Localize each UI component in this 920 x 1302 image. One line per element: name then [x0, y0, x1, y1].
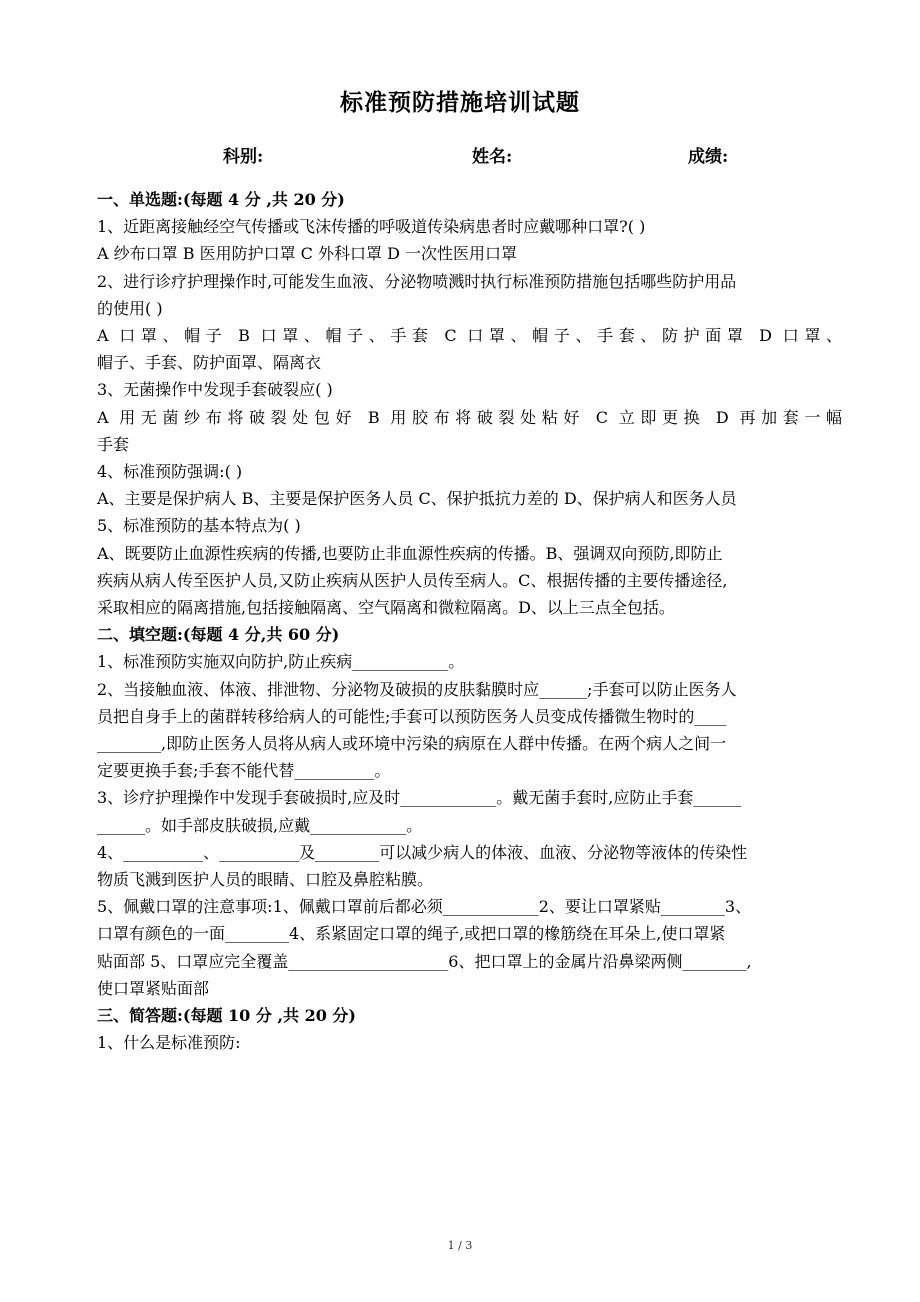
- text-line: 3、无菌操作中发现手套破裂应( ): [97, 380, 333, 400]
- text-line: 4、__________、__________及________可以减少病人的体液、血液、分泌物等液体的传染性: [97, 842, 748, 862]
- text-line: 员把自身手上的菌群转移给病人的可能性;手套可以预防医务人员变成传播微生物时的____: [97, 706, 727, 726]
- department-label: 科别:: [223, 147, 264, 167]
- text-line: 疾病从病人传至医护人员,又防止疾病从医护人员传至病人。C、根据传播的主要传播途径,: [97, 570, 728, 590]
- text-line: 贴面部 5、口罩应完全覆盖____________________6、把口罩上的金属片沿鼻梁两侧________,: [97, 951, 752, 971]
- text-line: A 纱布口罩 B 医用防护口罩 C 外科口罩 D 一次性医用口罩: [97, 244, 517, 264]
- text-line: 5、佩戴口罩的注意事项:1、佩戴口罩前后都必须____________2、要让口罩紧贴________3、: [97, 897, 752, 917]
- name-label: 姓名:: [472, 147, 513, 167]
- text-line: 2、进行诊疗护理操作时,可能发生血液、分泌物喷溅时执行标准预防措施包括哪些防护用品: [97, 271, 737, 291]
- text-line: A 口罩、帽子 B 口罩、帽子、手套 C 口罩、帽子、手套、防护面罩 D 口罩、: [97, 326, 842, 346]
- text-line: 4、标准预防强调:( ): [97, 462, 243, 482]
- text-line: 1、近距离接触经空气传播或飞沫传播的呼吸道传染病患者时应戴哪种口罩?( ): [97, 217, 646, 237]
- exam-body: [97, 186, 842, 1057]
- text-line: 采取相应的隔离措施,包括接触隔离、空气隔离和微粒隔离。D、以上三点全包括。: [97, 598, 675, 618]
- text-line: 1、标准预防实施双向防护,防止疾病____________。: [97, 652, 465, 672]
- text-line: 2、当接触血液、体液、排泄物、分泌物及破损的皮肤黏膜时应______;手套可以防止医务人: [97, 679, 737, 699]
- page-title: 标准预防措施培训试题: [340, 89, 580, 116]
- text-line: A 用无菌纱布将破裂处包好 B 用胶布将破裂处粘好 C 立即更换 D 再加套一幅: [97, 407, 842, 427]
- text-line: 物质飞溅到医护人员的眼睛、口腔及鼻腔粘膜。: [97, 870, 434, 890]
- page-indicator: 1 / 3: [447, 1239, 473, 1252]
- text-line: ______。如手部皮肤破损,应戴____________。: [97, 815, 423, 835]
- text-line: ________,即防止医务人员将从病人或环境中污染的病原在人群中传播。在两个病人之间一: [97, 734, 727, 754]
- text-line: 5、标准预防的基本特点为( ): [97, 516, 301, 536]
- section-heading: 三、简答题:(每题 10 分 ,共 20 分): [97, 1006, 357, 1026]
- text-line: 1、什么是标准预防:: [97, 1033, 241, 1053]
- section-heading: 一、单选题:(每题 4 分 ,共 20 分): [97, 190, 345, 209]
- text-line: 口罩有颜色的一面________4、系紧固定口罩的绳子,或把口罩的橡筋绕在耳朵上,使口罩紧: [97, 924, 726, 944]
- text-line: 帽子、手套、防护面罩、隔离衣: [97, 353, 322, 373]
- text-line: A、主要是保护病人 B、主要是保护医务人员 C、保护抵抗力差的 D、保护病人和医务人员: [97, 489, 737, 509]
- text-line: 的使用( ): [97, 298, 163, 318]
- text-line: 3、诊疗护理操作中发现手套破损时,应及时____________。戴无菌手套时,应防止手套______: [97, 788, 742, 808]
- score-label: 成绩:: [688, 147, 729, 167]
- section-heading: 二、填空题:(每题 4 分,共 60 分): [97, 625, 340, 645]
- text-line: 使口罩紧贴面部: [97, 978, 210, 998]
- text-line: 手套: [97, 434, 130, 454]
- text-line: A、既要防止血源性疾病的传播,也要防止非血源性疾病的传播。B、强调双向预防,即防止: [97, 543, 723, 563]
- text-line: 定要更换手套;手套不能代替__________。: [97, 761, 391, 781]
